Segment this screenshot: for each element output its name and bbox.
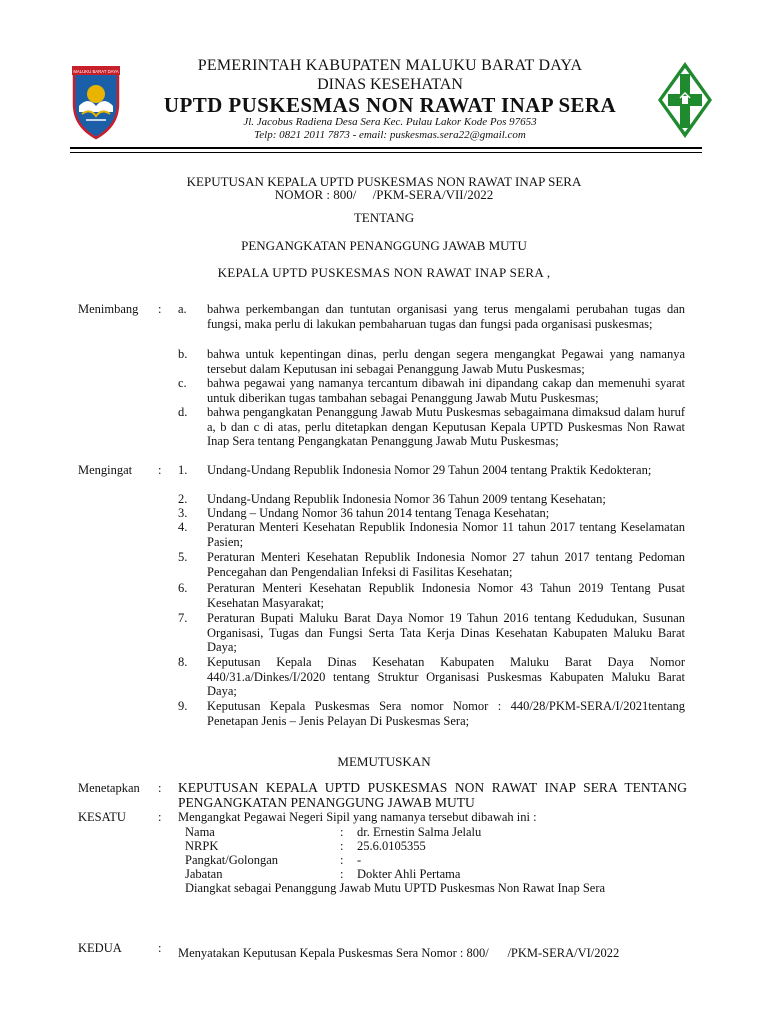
puskesmas-cross-logo: [656, 60, 714, 140]
mengingat-item: Keputusan Kepala Dinas Kesehatan Kabupaten Maluku Barat Daya Nomor 440/31.a/Dinkes/I/2020 tentang Struktur Organisasi Puskesmas Kabupaten Maluku Barat Daya;: [207, 655, 685, 699]
decree-subject: PENGANGKATAN PENANGGUNG JAWAB MUTU: [241, 238, 527, 253]
memutuskan-heading: MEMUTUSKAN: [337, 754, 431, 769]
menimbang-item: bahwa perkembangan dan tuntutan organisasi yang terus mengalami perubahan tugas dan fungsi, maka perlu di lakukan pembaharuan tugas dan fungsi pada organisasi puskesmas;: [207, 302, 685, 331]
field-colon: :: [340, 867, 344, 881]
field-colon: :: [340, 825, 344, 839]
kesatu-colon: :: [158, 810, 162, 824]
field-value: 25.6.0105355: [357, 839, 426, 853]
mengingat-mark: 9.: [178, 699, 188, 713]
letterhead-institution: UPTD PUSKESMAS NON RAWAT INAP SERA: [163, 93, 617, 117]
mengingat-item: Undang-Undang Republik Indonesia Nomor 36 Tahun 2009 tentang Kesehatan;: [207, 492, 606, 506]
mengingat-colon: :: [158, 463, 162, 477]
field-value: Dokter Ahli Pertama: [357, 867, 461, 881]
menimbang-mark: d.: [178, 405, 188, 419]
field-value: dr. Ernestin Salma Jelalu: [357, 825, 482, 839]
kesatu-closing: Diangkat sebagai Penanggung Jawab Mutu UPTD Puskesmas Non Rawat Inap Sera: [185, 881, 606, 895]
kedua-label: KEDUA: [78, 941, 122, 955]
decree-official: KEPALA UPTD PUSKESMAS NON RAWAT INAP SERA ,: [217, 265, 551, 280]
letterhead-contact: Telp: 0821 2011 7873 - email: puskesmas.sera22@gmail.com: [254, 129, 526, 141]
regency-crest-logo: [70, 60, 122, 140]
decree-title: KEPUTUSAN KEPALA UPTD PUSKESMAS NON RAWAT INAP SERA: [186, 174, 582, 189]
letterhead-government: PEMERINTAH KABUPATEN MALUKU BARAT DAYA: [197, 57, 583, 74]
menimbang-mark: b.: [178, 347, 188, 361]
mengingat-mark: 1.: [178, 463, 188, 477]
field-label: Nama: [185, 825, 215, 839]
field-value: -: [357, 853, 362, 867]
menimbang-label: Menimbang: [78, 302, 139, 316]
mengingat-item: Undang-Undang Republik Indonesia Nomor 29 Tahun 2004 tentang Praktik Kedokteran;: [207, 463, 652, 477]
decree-number: NOMOR : 800/ /PKM-SERA/VII/2022: [274, 187, 494, 202]
mengingat-item: Peraturan Bupati Maluku Barat Daya Nomor 19 Tahun 2016 tentang Kedudukan, Susunan Organisasi, Tugas dan Fungsi Serta Tata Kerja Dinas Kesehatan Kabupaten Maluku Barat Daya;: [207, 611, 685, 655]
menimbang-item: bahwa untuk kepentingan dinas, perlu dengan segera mengangkat Pegawai yang namanya tersebut dalam Keputusan ini sebagai Penanggung Jawab Mutu Puskesmas;: [207, 347, 685, 376]
menimbang-mark: a.: [178, 302, 187, 316]
letterhead-address: Jl. Jacobus Radiena Desa Sera Kec. Pulau Lakor Kode Pos 97653: [243, 116, 537, 128]
menimbang-colon: :: [158, 302, 162, 316]
menetapkan-label: Menetapkan: [78, 781, 140, 795]
mengingat-mark: 2.: [178, 492, 188, 506]
field-colon: :: [340, 853, 344, 867]
mengingat-mark: 8.: [178, 655, 188, 669]
crest-banner-text: MALUKU BARAT DAYA: [73, 69, 119, 74]
mengingat-item: Peraturan Menteri Kesehatan Republik Indonesia Nomor 11 tahun 2017 tentang Keselamatan Pasien;: [207, 520, 685, 549]
mengingat-mark: 7.: [178, 611, 188, 625]
decree-tentang: TENTANG: [353, 210, 415, 225]
mengingat-item: Keputusan Kepala Puskesmas Sera nomor Nomor : 440/28/PKM-SERA/I/2021tentang Penetapan Jenis – Jenis Pelayan Di Puskesmas Sera;: [207, 699, 685, 728]
menetapkan-colon: :: [158, 781, 162, 795]
kesatu-label: KESATU: [78, 810, 126, 824]
letterhead-rule-thick: [70, 147, 702, 149]
kedua-text: Menyatakan Keputusan Kepala Puskesmas Sera Nomor : 800/ /PKM-SERA/VI/2022: [178, 946, 620, 960]
menetapkan-text: KEPUTUSAN KEPALA UPTD PUSKESMAS NON RAWAT INAP SERA TENTANG PENGANGKATAN PENANGGUNG JAWAB MUTU: [178, 780, 687, 810]
mengingat-item: Peraturan Menteri Kesehatan Republik Indonesia Nomor 43 Tahun 2019 Tentang Pusat Kesehatan Masyarakat;: [207, 581, 685, 610]
mengingat-item: Peraturan Menteri Kesehatan Republik Indonesia Nomor 27 tahun 2017 tentang Pedoman Pencegahan dan Pengendalian Infeksi di Fasilitas Kesehatan;: [207, 550, 685, 579]
kesatu-intro: Mengangkat Pegawai Negeri Sipil yang namanya tersebut dibawah ini :: [178, 810, 537, 824]
field-label: Pangkat/Golongan: [185, 853, 279, 867]
letterhead-department: DINAS KESEHATAN: [317, 76, 463, 93]
menimbang-item: bahwa pengangkatan Penanggung Jawab Mutu Puskesmas sebagaimana dimaksud dalam huruf a, b dan c di atas, perlu ditetapkan dengan Keputusan Kepala UPTD Puskesmas Non Rawat Inap Sera tentang Pengangkatan Penanggung Jawab Mutu Puskesmas;: [207, 405, 685, 449]
field-colon: :: [340, 839, 344, 853]
menimbang-mark: c.: [178, 376, 187, 390]
mengingat-label: Mengingat: [78, 463, 133, 477]
field-label: Jabatan: [185, 867, 223, 881]
mengingat-item: Undang – Undang Nomor 36 tahun 2014 tentang Tenaga Kesehatan;: [207, 506, 550, 520]
letterhead-rule-thin: [70, 152, 702, 153]
mengingat-mark: 3.: [178, 506, 188, 520]
mengingat-mark: 6.: [178, 581, 188, 595]
menimbang-item: bahwa pegawai yang namanya tercantum dibawah ini dipandang cakap dan memenuhi syarat untuk diberikan tugas tambahan sebagai Penanggung Jawab Mutu Puskesmas;: [207, 376, 685, 405]
field-label: NRPK: [185, 839, 219, 853]
mengingat-mark: 4.: [178, 520, 188, 534]
mengingat-mark: 5.: [178, 550, 188, 564]
kedua-colon: :: [158, 941, 162, 955]
